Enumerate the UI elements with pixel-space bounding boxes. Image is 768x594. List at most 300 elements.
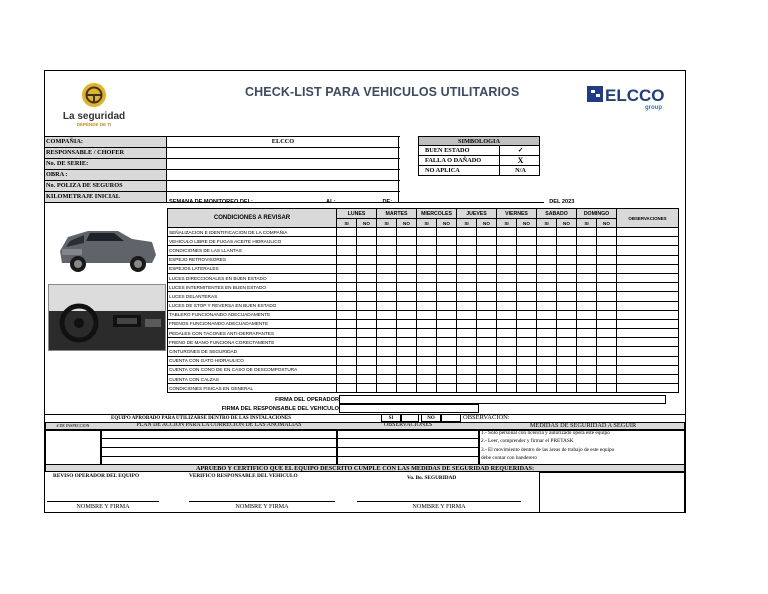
checklist-cell[interactable]: [337, 375, 357, 384]
checklist-cell[interactable]: [397, 301, 417, 310]
checklist-cell[interactable]: [517, 283, 537, 292]
checklist-cell[interactable]: [377, 301, 397, 310]
checklist-cell[interactable]: [377, 319, 397, 328]
checklist-cell[interactable]: [537, 319, 557, 328]
checklist-cell[interactable]: [577, 228, 597, 237]
checklist-cell[interactable]: [417, 246, 437, 255]
checklist-cell[interactable]: [457, 292, 477, 301]
checklist-cell[interactable]: [557, 329, 577, 338]
checklist-cell[interactable]: [397, 255, 417, 264]
checklist-cell[interactable]: [537, 292, 557, 301]
checklist-cell[interactable]: [437, 347, 457, 356]
checklist-cell[interactable]: [397, 310, 417, 319]
checklist-cell[interactable]: [457, 384, 477, 393]
checklist-cell[interactable]: [597, 338, 617, 347]
checklist-observation-cell[interactable]: [617, 310, 679, 319]
checklist-cell[interactable]: [517, 329, 537, 338]
checklist-cell[interactable]: [597, 347, 617, 356]
checklist-cell[interactable]: [477, 375, 497, 384]
checklist-cell[interactable]: [397, 237, 417, 246]
approved-no-box[interactable]: [441, 414, 461, 422]
checklist-cell[interactable]: [457, 246, 477, 255]
checklist-cell[interactable]: [377, 338, 397, 347]
checklist-cell[interactable]: [577, 384, 597, 393]
checklist-cell[interactable]: [477, 319, 497, 328]
checklist-cell[interactable]: [477, 301, 497, 310]
checklist-cell[interactable]: [397, 384, 417, 393]
checklist-cell[interactable]: [577, 255, 597, 264]
checklist-cell[interactable]: [517, 237, 537, 246]
checklist-cell[interactable]: [537, 301, 557, 310]
checklist-cell[interactable]: [377, 246, 397, 255]
checklist-cell[interactable]: [357, 237, 377, 246]
checklist-cell[interactable]: [477, 273, 497, 282]
checklist-cell[interactable]: [417, 347, 437, 356]
checklist-cell[interactable]: [537, 246, 557, 255]
checklist-cell[interactable]: [457, 375, 477, 384]
checklist-cell[interactable]: [557, 255, 577, 264]
checklist-cell[interactable]: [417, 338, 437, 347]
checklist-cell[interactable]: [417, 375, 437, 384]
checklist-cell[interactable]: [577, 237, 597, 246]
checklist-cell[interactable]: [577, 319, 597, 328]
checklist-cell[interactable]: [397, 375, 417, 384]
checklist-cell[interactable]: [397, 292, 417, 301]
checklist-cell[interactable]: [557, 283, 577, 292]
checklist-observation-cell[interactable]: [617, 228, 679, 237]
checklist-observation-cell[interactable]: [617, 375, 679, 384]
checklist-cell[interactable]: [477, 338, 497, 347]
checklist-cell[interactable]: [397, 338, 417, 347]
checklist-cell[interactable]: [377, 375, 397, 384]
checklist-cell[interactable]: [377, 273, 397, 282]
checklist-cell[interactable]: [497, 329, 517, 338]
checklist-cell[interactable]: [377, 255, 397, 264]
checklist-cell[interactable]: [497, 365, 517, 374]
checklist-cell[interactable]: [397, 347, 417, 356]
checklist-cell[interactable]: [357, 365, 377, 374]
checklist-cell[interactable]: [457, 228, 477, 237]
checklist-item-label: SEÑALIZACION E IDENTIFICACION DE LA COMPAÑIA: [168, 228, 337, 237]
operator-signature-field[interactable]: [339, 395, 666, 404]
checklist-cell[interactable]: [437, 301, 457, 310]
checklist-cell[interactable]: [577, 365, 597, 374]
checklist-cell[interactable]: [557, 273, 577, 282]
checklist-cell[interactable]: [557, 338, 577, 347]
checklist-cell[interactable]: [337, 347, 357, 356]
checklist-cell[interactable]: [457, 255, 477, 264]
checklist-cell[interactable]: [337, 292, 357, 301]
checklist-cell[interactable]: [557, 356, 577, 365]
checklist-cell[interactable]: [597, 237, 617, 246]
checklist-cell[interactable]: [477, 264, 497, 273]
checklist-cell[interactable]: [357, 264, 377, 273]
checklist-cell[interactable]: [457, 347, 477, 356]
approved-no[interactable]: NO: [421, 414, 441, 422]
checklist-cell[interactable]: [357, 310, 377, 319]
la-seguridad-logo: [55, 81, 133, 131]
checklist-cell[interactable]: [497, 246, 517, 255]
checklist-cell[interactable]: [597, 301, 617, 310]
checklist-cell[interactable]: [357, 329, 377, 338]
driver-value[interactable]: [168, 148, 399, 158]
checklist-cell[interactable]: [417, 310, 437, 319]
checklist-cell[interactable]: [357, 292, 377, 301]
checklist-cell[interactable]: [497, 347, 517, 356]
checklist-cell[interactable]: [437, 310, 457, 319]
week-from-field[interactable]: [254, 202, 310, 203]
checklist-observation-cell[interactable]: [617, 292, 679, 301]
checklist-cell[interactable]: [497, 292, 517, 301]
checklist-cell[interactable]: [517, 356, 537, 365]
checklist-cell[interactable]: [357, 338, 377, 347]
checklist-item-label: FRENO DE MANO FUNCIONA CORECTAMENTE: [168, 338, 337, 347]
checklist-cell[interactable]: [337, 264, 357, 273]
checklist-cell[interactable]: [497, 319, 517, 328]
checklist-cell[interactable]: [597, 246, 617, 255]
checklist-cell[interactable]: [537, 283, 557, 292]
checklist-cell[interactable]: [477, 310, 497, 319]
checklist-cell[interactable]: [497, 283, 517, 292]
checklist-cell[interactable]: [437, 292, 457, 301]
checklist-cell[interactable]: [377, 356, 397, 365]
checklist-cell[interactable]: [417, 255, 437, 264]
checklist-cell[interactable]: [537, 264, 557, 273]
checklist-cell[interactable]: [397, 329, 417, 338]
checklist-cell[interactable]: [377, 310, 397, 319]
checklist-cell[interactable]: [557, 384, 577, 393]
checklist-cell[interactable]: [557, 237, 577, 246]
checklist-cell[interactable]: [557, 228, 577, 237]
checklist-cell[interactable]: [477, 365, 497, 374]
checklist-cell[interactable]: [497, 356, 517, 365]
checklist-cell[interactable]: [437, 375, 457, 384]
checklist-cell[interactable]: [557, 310, 577, 319]
week-month-field[interactable]: [394, 202, 544, 203]
checklist-cell[interactable]: [337, 338, 357, 347]
checklist-cell[interactable]: [337, 319, 357, 328]
observation-label: OBSERVACION:: [463, 414, 510, 421]
checklist-cell[interactable]: [337, 246, 357, 255]
checklist-observation-cell[interactable]: [617, 347, 679, 356]
checklist-cell[interactable]: [537, 365, 557, 374]
checklist-observation-cell[interactable]: [617, 384, 679, 393]
checklist-cell[interactable]: [497, 301, 517, 310]
checklist-cell[interactable]: [417, 228, 437, 237]
checklist-cell[interactable]: [357, 347, 377, 356]
checklist-cell[interactable]: [577, 329, 597, 338]
checklist-cell[interactable]: [557, 365, 577, 374]
checklist-observation-cell[interactable]: [617, 264, 679, 273]
checklist-cell[interactable]: [497, 273, 517, 282]
checklist-cell[interactable]: [457, 365, 477, 374]
checklist-cell[interactable]: [517, 301, 537, 310]
checklist-cell[interactable]: [477, 283, 497, 292]
checklist-cell[interactable]: [397, 273, 417, 282]
reviewer-signature-line[interactable]: [47, 501, 159, 502]
vehicle-interior-photo: [48, 284, 166, 351]
checklist-cell[interactable]: [537, 273, 557, 282]
checklist-cell[interactable]: [457, 319, 477, 328]
symbology-row: NO APLICA N/A: [418, 166, 540, 176]
checklist-cell[interactable]: [597, 356, 617, 365]
checklist-cell[interactable]: [517, 255, 537, 264]
checklist-cell[interactable]: [417, 356, 437, 365]
checklist-cell[interactable]: [497, 375, 517, 384]
checklist-cell[interactable]: [577, 310, 597, 319]
yes-column-header: SI: [577, 219, 597, 228]
checklist-cell[interactable]: [377, 237, 397, 246]
checklist-cell[interactable]: [337, 301, 357, 310]
verifier-signature-line[interactable]: [189, 501, 335, 502]
checklist-cell[interactable]: [437, 283, 457, 292]
checklist-cell[interactable]: [357, 375, 377, 384]
checklist-cell[interactable]: [457, 338, 477, 347]
checklist-cell[interactable]: [537, 384, 557, 393]
checklist-cell[interactable]: [437, 273, 457, 282]
checklist-cell[interactable]: [357, 273, 377, 282]
checklist-cell[interactable]: [497, 228, 517, 237]
checklist-cell[interactable]: [357, 356, 377, 365]
checklist-cell[interactable]: [397, 283, 417, 292]
checklist-cell[interactable]: [597, 273, 617, 282]
checklist-cell[interactable]: [437, 356, 457, 365]
checklist-cell[interactable]: [437, 329, 457, 338]
checklist-cell[interactable]: [397, 356, 417, 365]
checklist-cell[interactable]: [537, 255, 557, 264]
checklist-cell[interactable]: [417, 365, 437, 374]
checklist-cell[interactable]: [537, 356, 557, 365]
checklist-cell[interactable]: [557, 264, 577, 273]
week-to-field[interactable]: [337, 202, 377, 203]
checklist-cell[interactable]: [477, 246, 497, 255]
checklist-cell[interactable]: [497, 237, 517, 246]
checklist-cell[interactable]: [517, 264, 537, 273]
checklist-cell[interactable]: [517, 246, 537, 255]
checklist-observation-cell[interactable]: [617, 246, 679, 255]
checklist-cell[interactable]: [597, 319, 617, 328]
checklist-observation-cell[interactable]: [617, 255, 679, 264]
checklist-cell[interactable]: [577, 375, 597, 384]
checklist-cell[interactable]: [577, 273, 597, 282]
inspection-number-field[interactable]: [45, 430, 101, 465]
checklist-cell[interactable]: [517, 375, 537, 384]
checklist-cell[interactable]: [497, 384, 517, 393]
checklist-cell[interactable]: [397, 246, 417, 255]
checklist-cell[interactable]: [457, 237, 477, 246]
checklist-cell[interactable]: [457, 264, 477, 273]
checklist-cell[interactable]: [477, 255, 497, 264]
checklist-cell[interactable]: [337, 273, 357, 282]
checklist-cell[interactable]: [417, 301, 437, 310]
checklist-cell[interactable]: [597, 228, 617, 237]
checklist-cell[interactable]: [357, 283, 377, 292]
checklist-cell[interactable]: [377, 228, 397, 237]
checklist-cell[interactable]: [577, 292, 597, 301]
checklist-cell[interactable]: [537, 338, 557, 347]
checklist-cell[interactable]: [537, 237, 557, 246]
checklist-cell[interactable]: [577, 264, 597, 273]
checklist-cell[interactable]: [337, 228, 357, 237]
checklist-cell[interactable]: [457, 301, 477, 310]
checklist-cell[interactable]: [357, 384, 377, 393]
checklist-cell[interactable]: [437, 365, 457, 374]
checklist-cell[interactable]: [557, 375, 577, 384]
checklist-cell[interactable]: [417, 237, 437, 246]
checklist-row: [168, 283, 679, 292]
checklist-cell[interactable]: [337, 356, 357, 365]
checklist-cell[interactable]: [557, 347, 577, 356]
checklist-observation-cell[interactable]: [617, 338, 679, 347]
checklist-cell[interactable]: [377, 329, 397, 338]
checklist-cell[interactable]: [437, 264, 457, 273]
checklist-observation-cell[interactable]: [617, 273, 679, 282]
checklist-cell[interactable]: [597, 329, 617, 338]
responsible-signature-field[interactable]: [339, 404, 479, 413]
checklist-cell[interactable]: [537, 228, 557, 237]
checklist-cell[interactable]: [557, 301, 577, 310]
checklist-cell[interactable]: [437, 255, 457, 264]
checklist-cell[interactable]: [397, 319, 417, 328]
checklist-cell[interactable]: [597, 283, 617, 292]
checklist-cell[interactable]: [357, 255, 377, 264]
checklist-cell[interactable]: [377, 365, 397, 374]
checklist-cell[interactable]: [517, 347, 537, 356]
checklist-cell[interactable]: [597, 365, 617, 374]
project-value[interactable]: [168, 170, 399, 180]
approved-yes-box[interactable]: [401, 414, 419, 422]
checklist-cell[interactable]: [437, 246, 457, 255]
policy-row: [45, 181, 400, 192]
checklist-cell[interactable]: [377, 283, 397, 292]
checklist-cell[interactable]: [557, 246, 577, 255]
checklist-cell[interactable]: [517, 292, 537, 301]
checklist-cell[interactable]: [597, 375, 617, 384]
checklist-cell[interactable]: [457, 283, 477, 292]
checklist-cell[interactable]: [477, 237, 497, 246]
policy-value[interactable]: [168, 181, 399, 191]
checklist-cell[interactable]: [357, 246, 377, 255]
checklist-cell[interactable]: [597, 384, 617, 393]
checklist-cell[interactable]: [597, 292, 617, 301]
checklist-cell[interactable]: [517, 319, 537, 328]
checklist-cell[interactable]: [477, 329, 497, 338]
checklist-cell[interactable]: [497, 264, 517, 273]
checklist-cell[interactable]: [377, 292, 397, 301]
checklist-cell[interactable]: [577, 246, 597, 255]
checklist-cell[interactable]: [337, 384, 357, 393]
checklist-cell[interactable]: [477, 347, 497, 356]
checklist-cell[interactable]: [537, 347, 557, 356]
safety-signature-line[interactable]: [357, 501, 521, 502]
checklist-cell[interactable]: [357, 228, 377, 237]
checklist-cell[interactable]: [477, 384, 497, 393]
checklist-cell[interactable]: [497, 310, 517, 319]
checklist-cell[interactable]: [577, 347, 597, 356]
checklist-cell[interactable]: [437, 319, 457, 328]
checklist-cell[interactable]: [537, 375, 557, 384]
checklist-observation-cell[interactable]: [617, 237, 679, 246]
company-value[interactable]: ELCCO: [168, 137, 399, 147]
checklist-cell[interactable]: [357, 319, 377, 328]
checklist-cell[interactable]: [437, 237, 457, 246]
checklist-cell[interactable]: [417, 273, 437, 282]
checklist-cell[interactable]: [577, 283, 597, 292]
checklist-cell[interactable]: [417, 384, 437, 393]
checklist-cell[interactable]: [577, 301, 597, 310]
checklist-cell[interactable]: [417, 283, 437, 292]
checklist-cell[interactable]: [397, 228, 417, 237]
checklist-cell[interactable]: [337, 365, 357, 374]
checklist-cell[interactable]: [557, 292, 577, 301]
checklist-cell[interactable]: [337, 237, 357, 246]
serial-value[interactable]: [168, 159, 399, 169]
checklist-cell[interactable]: [457, 329, 477, 338]
checklist-cell[interactable]: [457, 273, 477, 282]
checklist-cell[interactable]: [417, 292, 437, 301]
checklist-cell[interactable]: [477, 228, 497, 237]
checklist-cell[interactable]: [597, 310, 617, 319]
checklist-observation-cell[interactable]: [617, 365, 679, 374]
checklist-cell[interactable]: [577, 338, 597, 347]
checklist-cell[interactable]: [397, 264, 417, 273]
checklist-cell[interactable]: [497, 255, 517, 264]
checklist-cell[interactable]: [357, 301, 377, 310]
checklist-cell[interactable]: [597, 264, 617, 273]
checklist-cell[interactable]: [437, 338, 457, 347]
checklist-cell[interactable]: [577, 356, 597, 365]
checklist-cell[interactable]: [477, 292, 497, 301]
checklist-cell[interactable]: [337, 310, 357, 319]
checklist-cell[interactable]: [517, 228, 537, 237]
checklist-cell[interactable]: [497, 338, 517, 347]
checklist-cell[interactable]: [377, 384, 397, 393]
checklist-cell[interactable]: [457, 310, 477, 319]
checklist-cell[interactable]: [437, 228, 457, 237]
checklist-cell[interactable]: [537, 310, 557, 319]
checklist-observation-cell[interactable]: [617, 319, 679, 328]
checklist-cell[interactable]: [597, 255, 617, 264]
checklist-cell[interactable]: [557, 319, 577, 328]
checklist-observation-cell[interactable]: [617, 301, 679, 310]
checklist-cell[interactable]: [337, 255, 357, 264]
checklist-cell[interactable]: [517, 310, 537, 319]
checklist-cell[interactable]: [377, 347, 397, 356]
checklist-cell[interactable]: [457, 356, 477, 365]
checklist-cell[interactable]: [397, 365, 417, 374]
checklist-cell[interactable]: [517, 273, 537, 282]
approved-yes[interactable]: SI: [381, 414, 401, 422]
checklist-observation-cell[interactable]: [617, 356, 679, 365]
checklist-cell[interactable]: [477, 356, 497, 365]
checklist-cell[interactable]: [417, 319, 437, 328]
checklist-cell[interactable]: [377, 264, 397, 273]
checklist-item-label: CINTURONES DE SEGURIDAD: [168, 347, 337, 356]
checklist-cell[interactable]: [417, 329, 437, 338]
checklist-observation-cell[interactable]: [617, 283, 679, 292]
checklist-cell[interactable]: [417, 264, 437, 273]
checklist-cell[interactable]: [517, 338, 537, 347]
checklist-observation-cell[interactable]: [617, 329, 679, 338]
checklist-cell[interactable]: [517, 384, 537, 393]
safety-measure-3: 3.- El movimiento dentro de las áreas de trabajo de este equipo: [481, 447, 615, 453]
checklist-cell[interactable]: [337, 329, 357, 338]
checklist-cell[interactable]: [437, 384, 457, 393]
operator-signature-label: FIRMA DEL OPERADOR: [274, 397, 339, 403]
checklist-cell[interactable]: [517, 365, 537, 374]
checklist-cell[interactable]: [537, 329, 557, 338]
checklist-cell[interactable]: [337, 283, 357, 292]
